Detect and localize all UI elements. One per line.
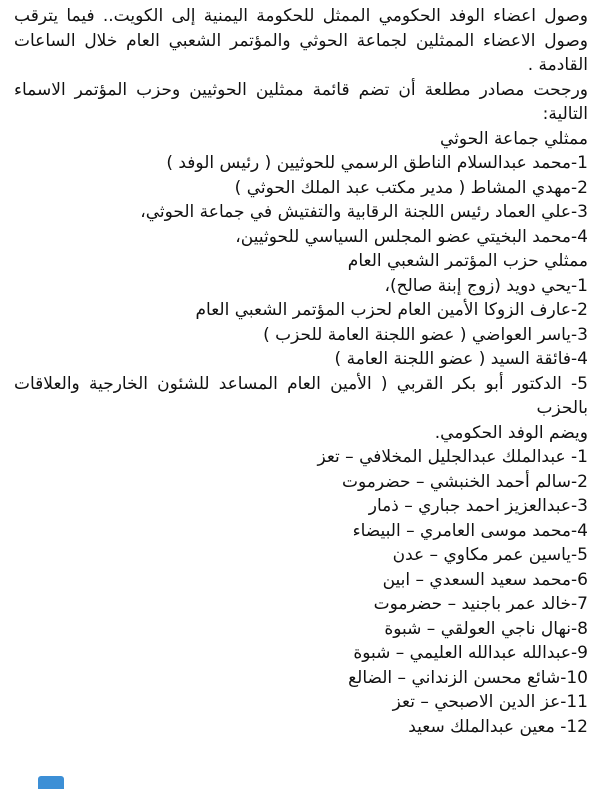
list-item: 4-محمد البخيتي عضو المجلس السياسي للحوثيين، xyxy=(235,226,588,247)
list-item: 2-سالم أحمد الخنبشي – حضرموت xyxy=(342,471,588,492)
congress-heading: ممثلي حزب المؤتمر الشعبي العام xyxy=(347,251,588,271)
list-item: 4-محمد موسى العامري – البيضاء xyxy=(352,520,588,541)
list-item: 1-محمد عبدالسلام الناطق الرسمي للحوثيين ( رئيس الوفد ) xyxy=(166,153,588,173)
list-item: 2-عارف الزوكا الأمين العام لحزب المؤتمر الشعبي العام xyxy=(195,300,588,320)
sources-paragraph: ورجحت مصادر مطلعة أن تضم قائمة ممثلين الحوثيين وحزب المؤتمر الاسماء التالية: xyxy=(14,79,588,124)
list-item: 7-خالد عمر باجنيد – حضرموت xyxy=(373,594,588,614)
list-item: 11-عز الدين الاصبحي – تعز xyxy=(392,692,588,712)
list-item: 4-فائقة السيد ( عضو اللجنة العامة ) xyxy=(334,349,588,369)
list-item: 8-نهال ناجي العولقي – شبوة xyxy=(384,618,588,639)
houthi-heading: ممثلي جماعة الحوثي xyxy=(439,128,588,149)
list-item: 2-مهدي المشاط ( مدير مكتب عبد الملك الحوثي ) xyxy=(234,177,588,198)
list-item: 3-ياسر العواضي ( عضو اللجنة العامة للحزب ) xyxy=(263,324,588,345)
list-item: 1- عبدالملك عبدالجليل المخلافي – تعز xyxy=(317,447,588,467)
list-item: 9-عبدالله عبدالله العليمي – شبوة xyxy=(353,643,588,663)
list-item: 10-شائع محسن الزنداني – الضالع xyxy=(348,667,588,688)
intro-paragraph: وصول اعضاء الوفد الحكومي الممثل للحكومة اليمنية إلى الكويت.. فيما يترقب وصول الاعضاء الممثلين لجماعة الحوثي والمؤتمر الشعبي العام خلال الساعات القادمة . xyxy=(14,6,588,75)
list-item: 12- معين عبدالملك سعيد xyxy=(408,716,588,737)
list-item: 6-محمد سعيد السعدي – ابين xyxy=(382,569,588,590)
corner-badge-icon xyxy=(38,776,64,789)
list-item: 1-يحي دويد (زوج إبنة صالح)، xyxy=(384,275,588,296)
list-item: 3-عبدالعزيز احمد جباري – ذمار xyxy=(368,496,588,516)
government-heading: ويضم الوفد الحكومي. xyxy=(434,422,588,443)
list-item: 3-علي العماد رئيس اللجنة الرقابية والتفتيش في جماعة الحوثي، xyxy=(140,202,588,222)
list-item: 5-ياسين عمر مكاوي – عدن xyxy=(392,545,588,565)
list-item: 5- الدكتور أبو بكر القربي ( الأمين العام المساعد للشئون الخارجية والعلاقات بالحزب xyxy=(14,373,588,418)
